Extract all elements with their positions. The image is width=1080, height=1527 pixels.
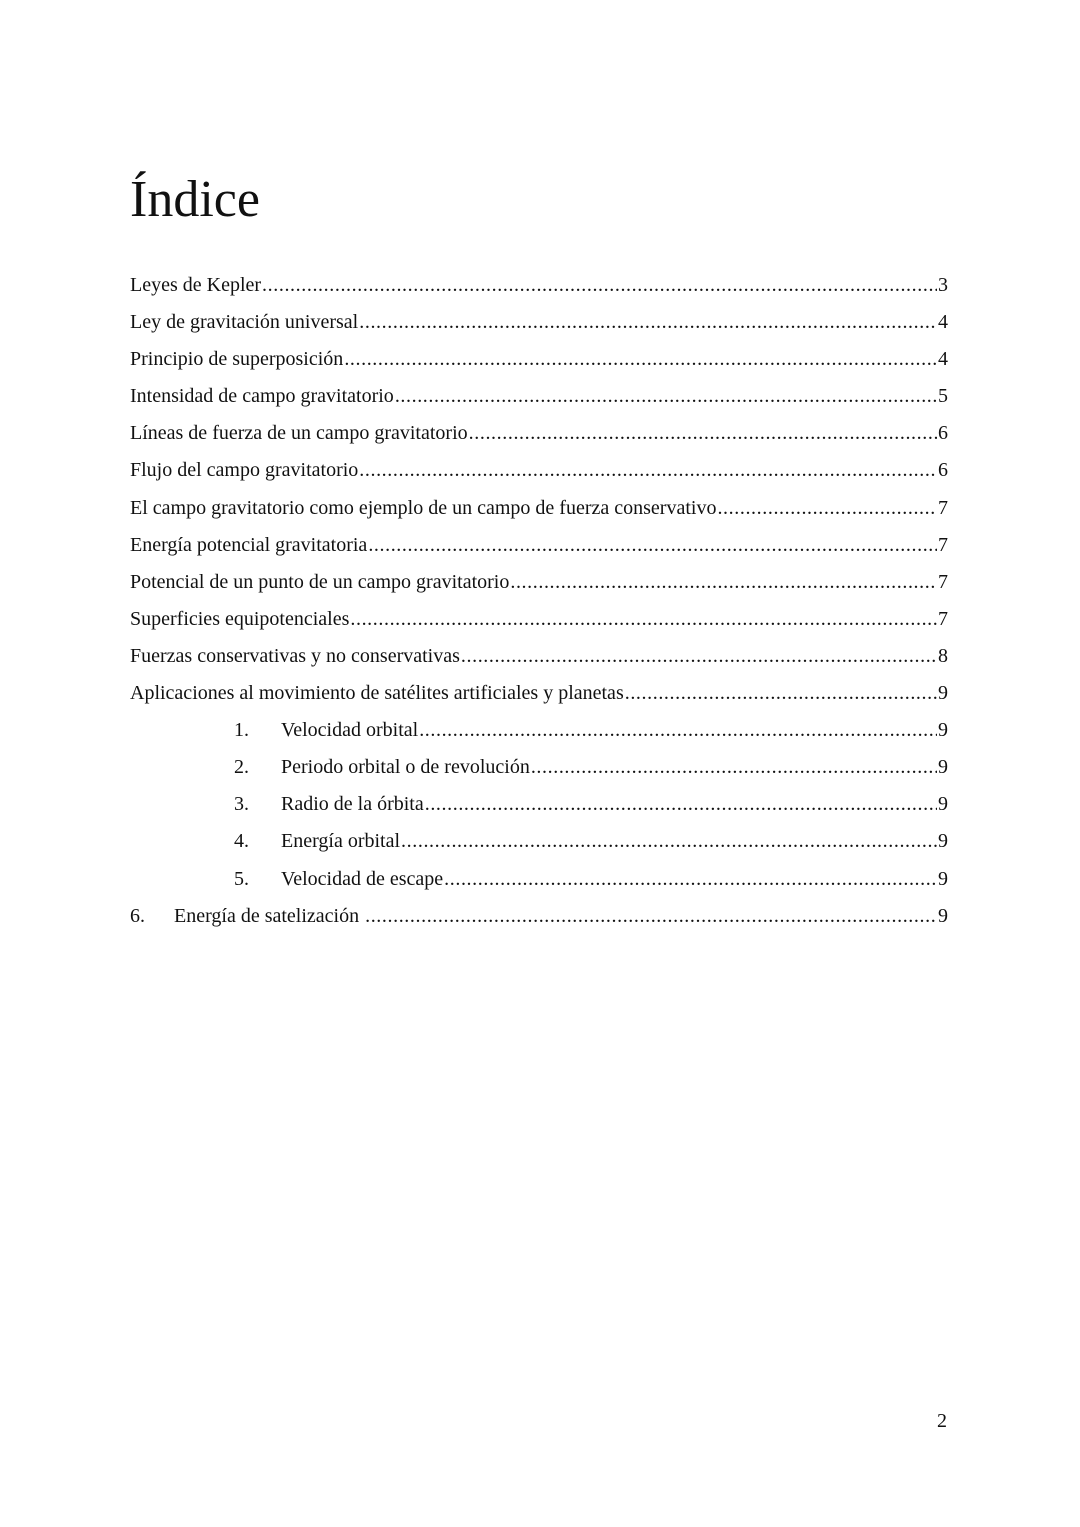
dot-leader	[531, 753, 937, 781]
toc-entry-page: 8	[938, 644, 948, 667]
toc-entry-number: 5.	[234, 867, 249, 890]
table-of-contents	[130, 271, 948, 939]
dot-leader	[350, 605, 937, 633]
dot-leader	[395, 382, 937, 410]
dot-leader	[368, 531, 937, 559]
toc-entry[interactable]	[130, 865, 948, 902]
toc-entry-title: Aplicaciones al movimiento de satélites artificiales y planetas	[130, 682, 624, 705]
toc-entry-page: 9	[938, 719, 948, 742]
toc-entry-page: 9	[938, 904, 948, 927]
toc-entry-number: 4.	[234, 830, 249, 853]
toc-entry-page: 9	[938, 867, 948, 890]
toc-entry[interactable]	[130, 716, 948, 753]
toc-entry[interactable]	[130, 642, 948, 679]
dot-leader	[365, 902, 937, 930]
dot-leader	[444, 865, 937, 893]
toc-entry-page: 9	[938, 793, 948, 816]
toc-entry-title: Energía de satelización	[174, 904, 365, 927]
toc-entry-title: Ley de gravitación universal	[130, 311, 359, 334]
dot-leader	[625, 679, 937, 707]
toc-entry[interactable]	[130, 382, 948, 419]
toc-entry-number: 3.	[234, 793, 249, 816]
toc-entry[interactable]	[130, 902, 948, 939]
toc-entry-title: Superficies equipotenciales	[130, 607, 350, 630]
dot-leader	[344, 345, 937, 373]
dot-leader	[401, 827, 937, 855]
toc-entry[interactable]	[130, 531, 948, 568]
toc-entry-page: 9	[938, 682, 948, 705]
page-number: 2	[937, 1410, 947, 1432]
page-title: Índice	[130, 171, 260, 228]
toc-entry-title: Periodo orbital o de revolución	[281, 756, 530, 779]
toc-entry[interactable]	[130, 494, 948, 531]
toc-entry-page: 6	[938, 459, 948, 482]
dot-leader	[359, 308, 937, 336]
dot-leader	[717, 494, 937, 522]
dot-leader	[469, 419, 937, 447]
toc-entry[interactable]	[130, 308, 948, 345]
toc-entry-page: 9	[938, 830, 948, 853]
toc-entry-title: Potencial de un punto de un campo gravitatorio	[130, 570, 510, 593]
toc-entry-title: Energía potencial gravitatoria	[130, 533, 368, 556]
toc-entry-page: 3	[938, 274, 948, 296]
toc-entry-page: 9	[938, 756, 948, 779]
toc-entry-page: 6	[938, 422, 948, 445]
toc-entry-title: Fuerzas conservativas y no conservativas	[130, 644, 460, 667]
toc-entry[interactable]	[130, 790, 948, 827]
toc-entry-title: Velocidad de escape	[281, 867, 444, 890]
dot-leader	[359, 456, 937, 484]
toc-entry-title: Velocidad orbital	[281, 719, 419, 742]
toc-entry[interactable]	[130, 568, 948, 605]
toc-entry-page: 7	[938, 570, 948, 593]
dot-leader	[461, 642, 937, 670]
toc-entry[interactable]	[130, 419, 948, 456]
toc-entry-page: 7	[938, 496, 948, 519]
toc-entry-page: 5	[938, 385, 948, 408]
dot-leader	[510, 568, 937, 596]
toc-entry-page: 7	[938, 533, 948, 556]
toc-entry-number: 2.	[234, 756, 249, 779]
toc-entry[interactable]	[130, 345, 948, 382]
toc-entry-title: Principio de superposición	[130, 348, 344, 371]
toc-entry-title: Leyes de Kepler	[130, 274, 262, 296]
toc-entry[interactable]	[130, 753, 948, 790]
toc-entry-number: 6.	[130, 904, 145, 927]
toc-entry-title: Intensidad de campo gravitatorio	[130, 385, 394, 408]
toc-entry-title: Energía orbital	[281, 830, 401, 853]
toc-entry-page: 4	[938, 348, 948, 371]
toc-entry[interactable]	[130, 271, 948, 308]
toc-entry[interactable]	[130, 605, 948, 642]
toc-entry-page: 4	[938, 311, 948, 334]
toc-entry[interactable]	[130, 679, 948, 716]
toc-entry[interactable]	[130, 827, 948, 864]
toc-entry-page: 7	[938, 607, 948, 630]
toc-entry-title: Radio de la órbita	[281, 793, 424, 816]
toc-entry[interactable]	[130, 456, 948, 493]
dot-leader	[425, 790, 937, 818]
toc-entry-title: Flujo del campo gravitatorio	[130, 459, 359, 482]
toc-entry-title: Líneas de fuerza de un campo gravitatorio	[130, 422, 468, 445]
toc-entry-title: El campo gravitatorio como ejemplo de un campo de fuerza conservativo	[130, 496, 717, 519]
dot-leader	[419, 716, 937, 744]
dot-leader	[262, 271, 937, 299]
toc-entry-number: 1.	[234, 719, 249, 742]
